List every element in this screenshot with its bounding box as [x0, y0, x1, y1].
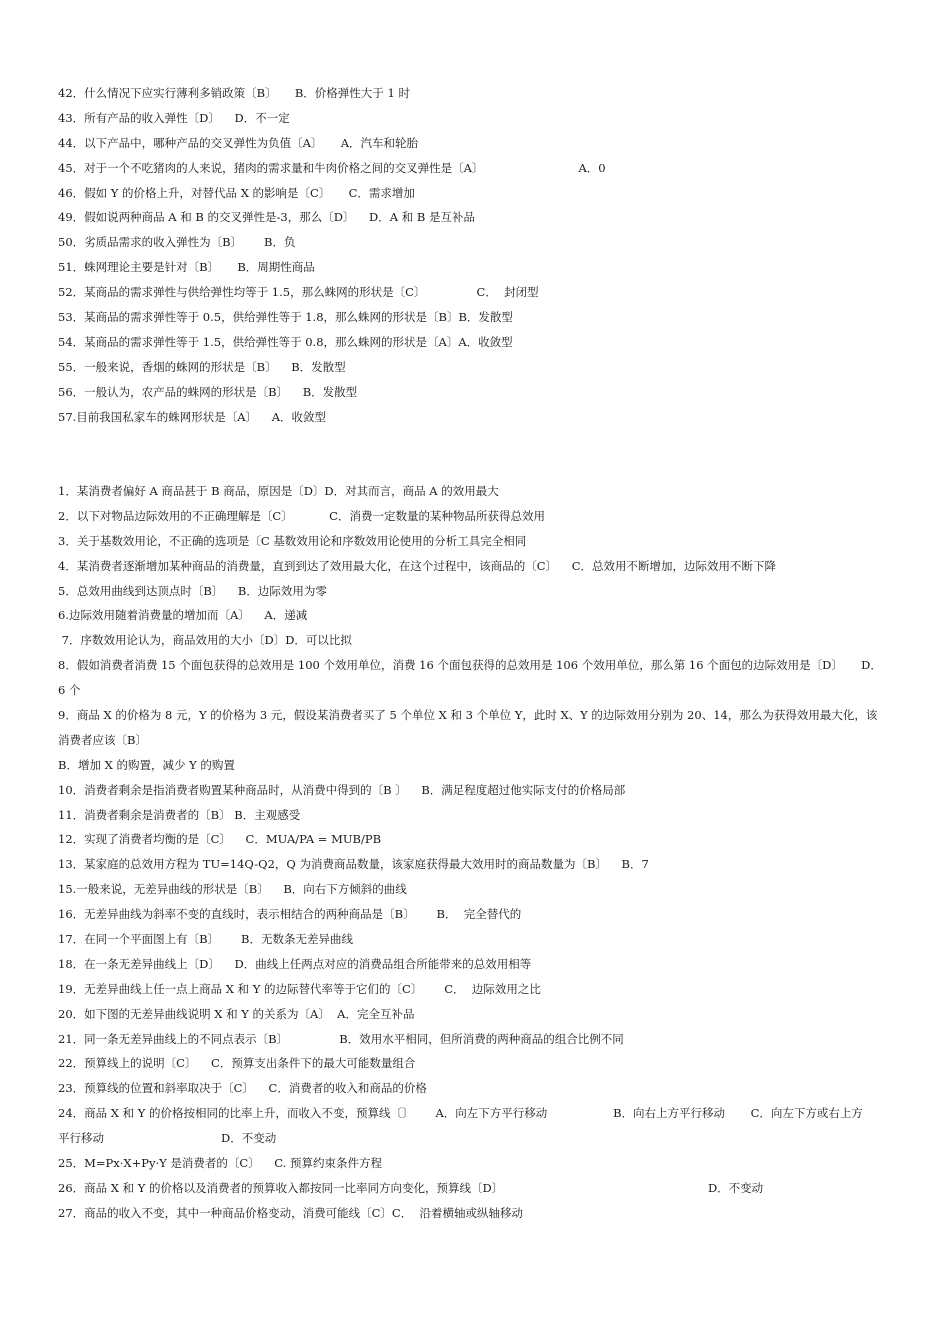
- question-line: 53．某商品的需求弹性等于 0.5，供给弹性等于 1.8，那么蛛网的形状是〔B〕B．发散型: [58, 310, 513, 325]
- question-line: 20．如下图的无差异曲线说明 X 和 Y 的关系为〔A〕 A．完全互补品: [58, 1006, 415, 1021]
- question-line: 44．以下产品中，哪种产品的交叉弹性为负值〔A〕 A．汽车和轮胎: [58, 135, 419, 150]
- question-line: 17．在同一个平面图上有〔B〕 B．无数条无差异曲线: [58, 932, 353, 947]
- question-line: 23．预算线的位置和斜率取决于〔C〕 C．消费者的收入和商品的价格: [58, 1081, 427, 1096]
- question-line: 57.目前我国私家车的蛛网形状是〔A〕 A．收敛型: [58, 409, 327, 424]
- question-line: 52．某商品的需求弹性与供给弹性均等于 1.5，那么蛛网的形状是〔C〕 C． 封闭型: [58, 285, 539, 300]
- question-line: 11．消费者剩余是消费者的〔B〕 B．主观感受: [58, 807, 301, 822]
- question-line: 56．一般认为，农产品的蛛网的形状是〔B〕 B．发散型: [58, 384, 358, 399]
- question-line: 1．某消费者偏好 A 商品甚于 B 商品，原因是〔D〕D．对其而言，商品 A 的效用最大: [58, 484, 499, 498]
- question-list-utility: [58, 479, 893, 1226]
- question-line: 10．消费者剩余是指消费者购置某种商品时，从消费中得到的〔B 〕 B．满足程度超过他实际支付的价格局部: [58, 782, 626, 797]
- question-line: 5．总效用曲线到达顶点时〔B〕 B．边际效用为零: [58, 583, 327, 598]
- question-line: 12．实现了消费者均衡的是〔C〕 C．MUA/PA = MUB/PB: [58, 832, 382, 847]
- question-line: 49．假如说两种商品 A 和 B 的交叉弹性是-3，那么〔D〕 D．A 和 B 是互补品: [58, 210, 475, 225]
- question-line: 3．关于基数效用论，不正确的选项是〔C 基数效用论和序数效用论使用的分析工具完全相同: [58, 533, 527, 548]
- question-line: 7．序数效用论认为，商品效用的大小〔D〕D．可以比拟: [58, 633, 352, 648]
- answer-line: B．增加 X 的购置，减少 Y 的购置: [58, 757, 235, 772]
- question-line: 18．在一条无差异曲线上〔D〕 D．曲线上任两点对应的消费品组合所能带来的总效用相等: [58, 956, 532, 971]
- question-line: 8．假如消费者消费 15 个面包获得的总效用是 100 个效用单位，消费 16 个面包获得的总效用是 106 个效用单位，那么第 16 个面包的边际效用是〔D〕 D．: [58, 658, 882, 673]
- question-line: 2．以下对物品边际效用的不正确理解是〔C〕 C．消费一定数量的某种物品所获得总效用: [58, 508, 545, 523]
- question-line: 24．商品 X 和 Y 的价格按相同的比率上升，而收入不变，预算线〔〕 A．向左下方平行移动 B．向右上方平行移动 C．向左下方或右上方: [58, 1106, 863, 1121]
- question-line: 51．蛛网理论主要是针对〔B〕 B．周期性商品: [58, 260, 315, 275]
- question-line: 26．商品 X 和 Y 的价格以及消费者的预算收入都按同一比率同方向变化，预算线〔D〕 D．不变动: [58, 1180, 764, 1195]
- question-line: 4．某消费者逐渐增加某种商品的消费量，直到到达了效用最大化，在这个过程中，该商品的〔C〕 C．总效用不断增加，边际效用不断下降: [58, 558, 777, 573]
- question-line: 27．商品的收入不变，其中一种商品价格变动，消费可能线〔C〕C． 沿着横轴或纵轴移动: [58, 1205, 524, 1220]
- question-line: 45．对于一个不吃猪肉的人来说，猪肉的需求量和牛肉价格之间的交叉弹性是〔A〕 A．0: [58, 160, 606, 175]
- question-line: 50．劣质品需求的收入弹性为〔B〕 B．负: [58, 235, 296, 250]
- question-line: 15.一般来说，无差异曲线的形状是〔B〕 B．向右下方倾斜的曲线: [58, 882, 407, 897]
- question-line-continued: 6 个: [58, 683, 81, 698]
- question-line: 9．商品 X 的价格为 8 元，Y 的价格为 3 元，假设某消费者买了 5 个单位 X 和 3 个单位 Y，此时 X、Y 的边际效用分别为 20、14，那么为获得效用最大化，该: [58, 708, 878, 723]
- question-line: 42．什么情况下应实行薄利多销政策〔B〕 B．价格弹性大于 1 时: [58, 86, 410, 100]
- question-line: 22．预算线上的说明〔C〕 C．预算支出条件下的最大可能数量组合: [58, 1056, 416, 1071]
- question-line: 25．M=Px·X+Py·Y 是消费者的〔C〕 C. 预算约束条件方程: [58, 1156, 383, 1171]
- question-line: 54．某商品的需求弹性等于 1.5，供给弹性等于 0.8，那么蛛网的形状是〔A〕A．收敛型: [58, 334, 513, 349]
- question-line: 55．一般来说，香烟的蛛网的形状是〔B〕 B．发散型: [58, 359, 346, 374]
- question-line: 21．同一条无差异曲线上的不同点表示〔B〕 B．效用水平相同，但所消费的两种商品的组合比例不同: [58, 1031, 624, 1046]
- question-line-continued: 平行移动 D．不变动: [58, 1131, 277, 1146]
- question-line: 6.边际效用随着消费量的增加而〔A〕 A．递减: [58, 608, 308, 623]
- question-line: 43．所有产品的收入弹性〔D〕 D．不一定: [58, 110, 290, 125]
- question-list-elasticity: [58, 81, 893, 429]
- question-line: 16．无差异曲线为斜率不变的直线时，表示相结合的两种商品是〔B〕 B． 完全替代的: [58, 907, 522, 922]
- question-line: 46．假如 Y 的价格上升，对替代品 X 的影响是〔C〕 C．需求增加: [58, 185, 415, 200]
- question-line: 13．某家庭的总效用方程为 TU=14Q-Q2，Q 为消费商品数量，该家庭获得最大效用时的商品数量为〔B〕 B．7: [58, 857, 649, 872]
- question-line: 19．无差异曲线上任一点上商品 X 和 Y 的边际替代率等于它们的〔C〕 C． 边际效用之比: [58, 981, 541, 996]
- question-line-continued: 消费者应该〔B〕: [58, 732, 147, 747]
